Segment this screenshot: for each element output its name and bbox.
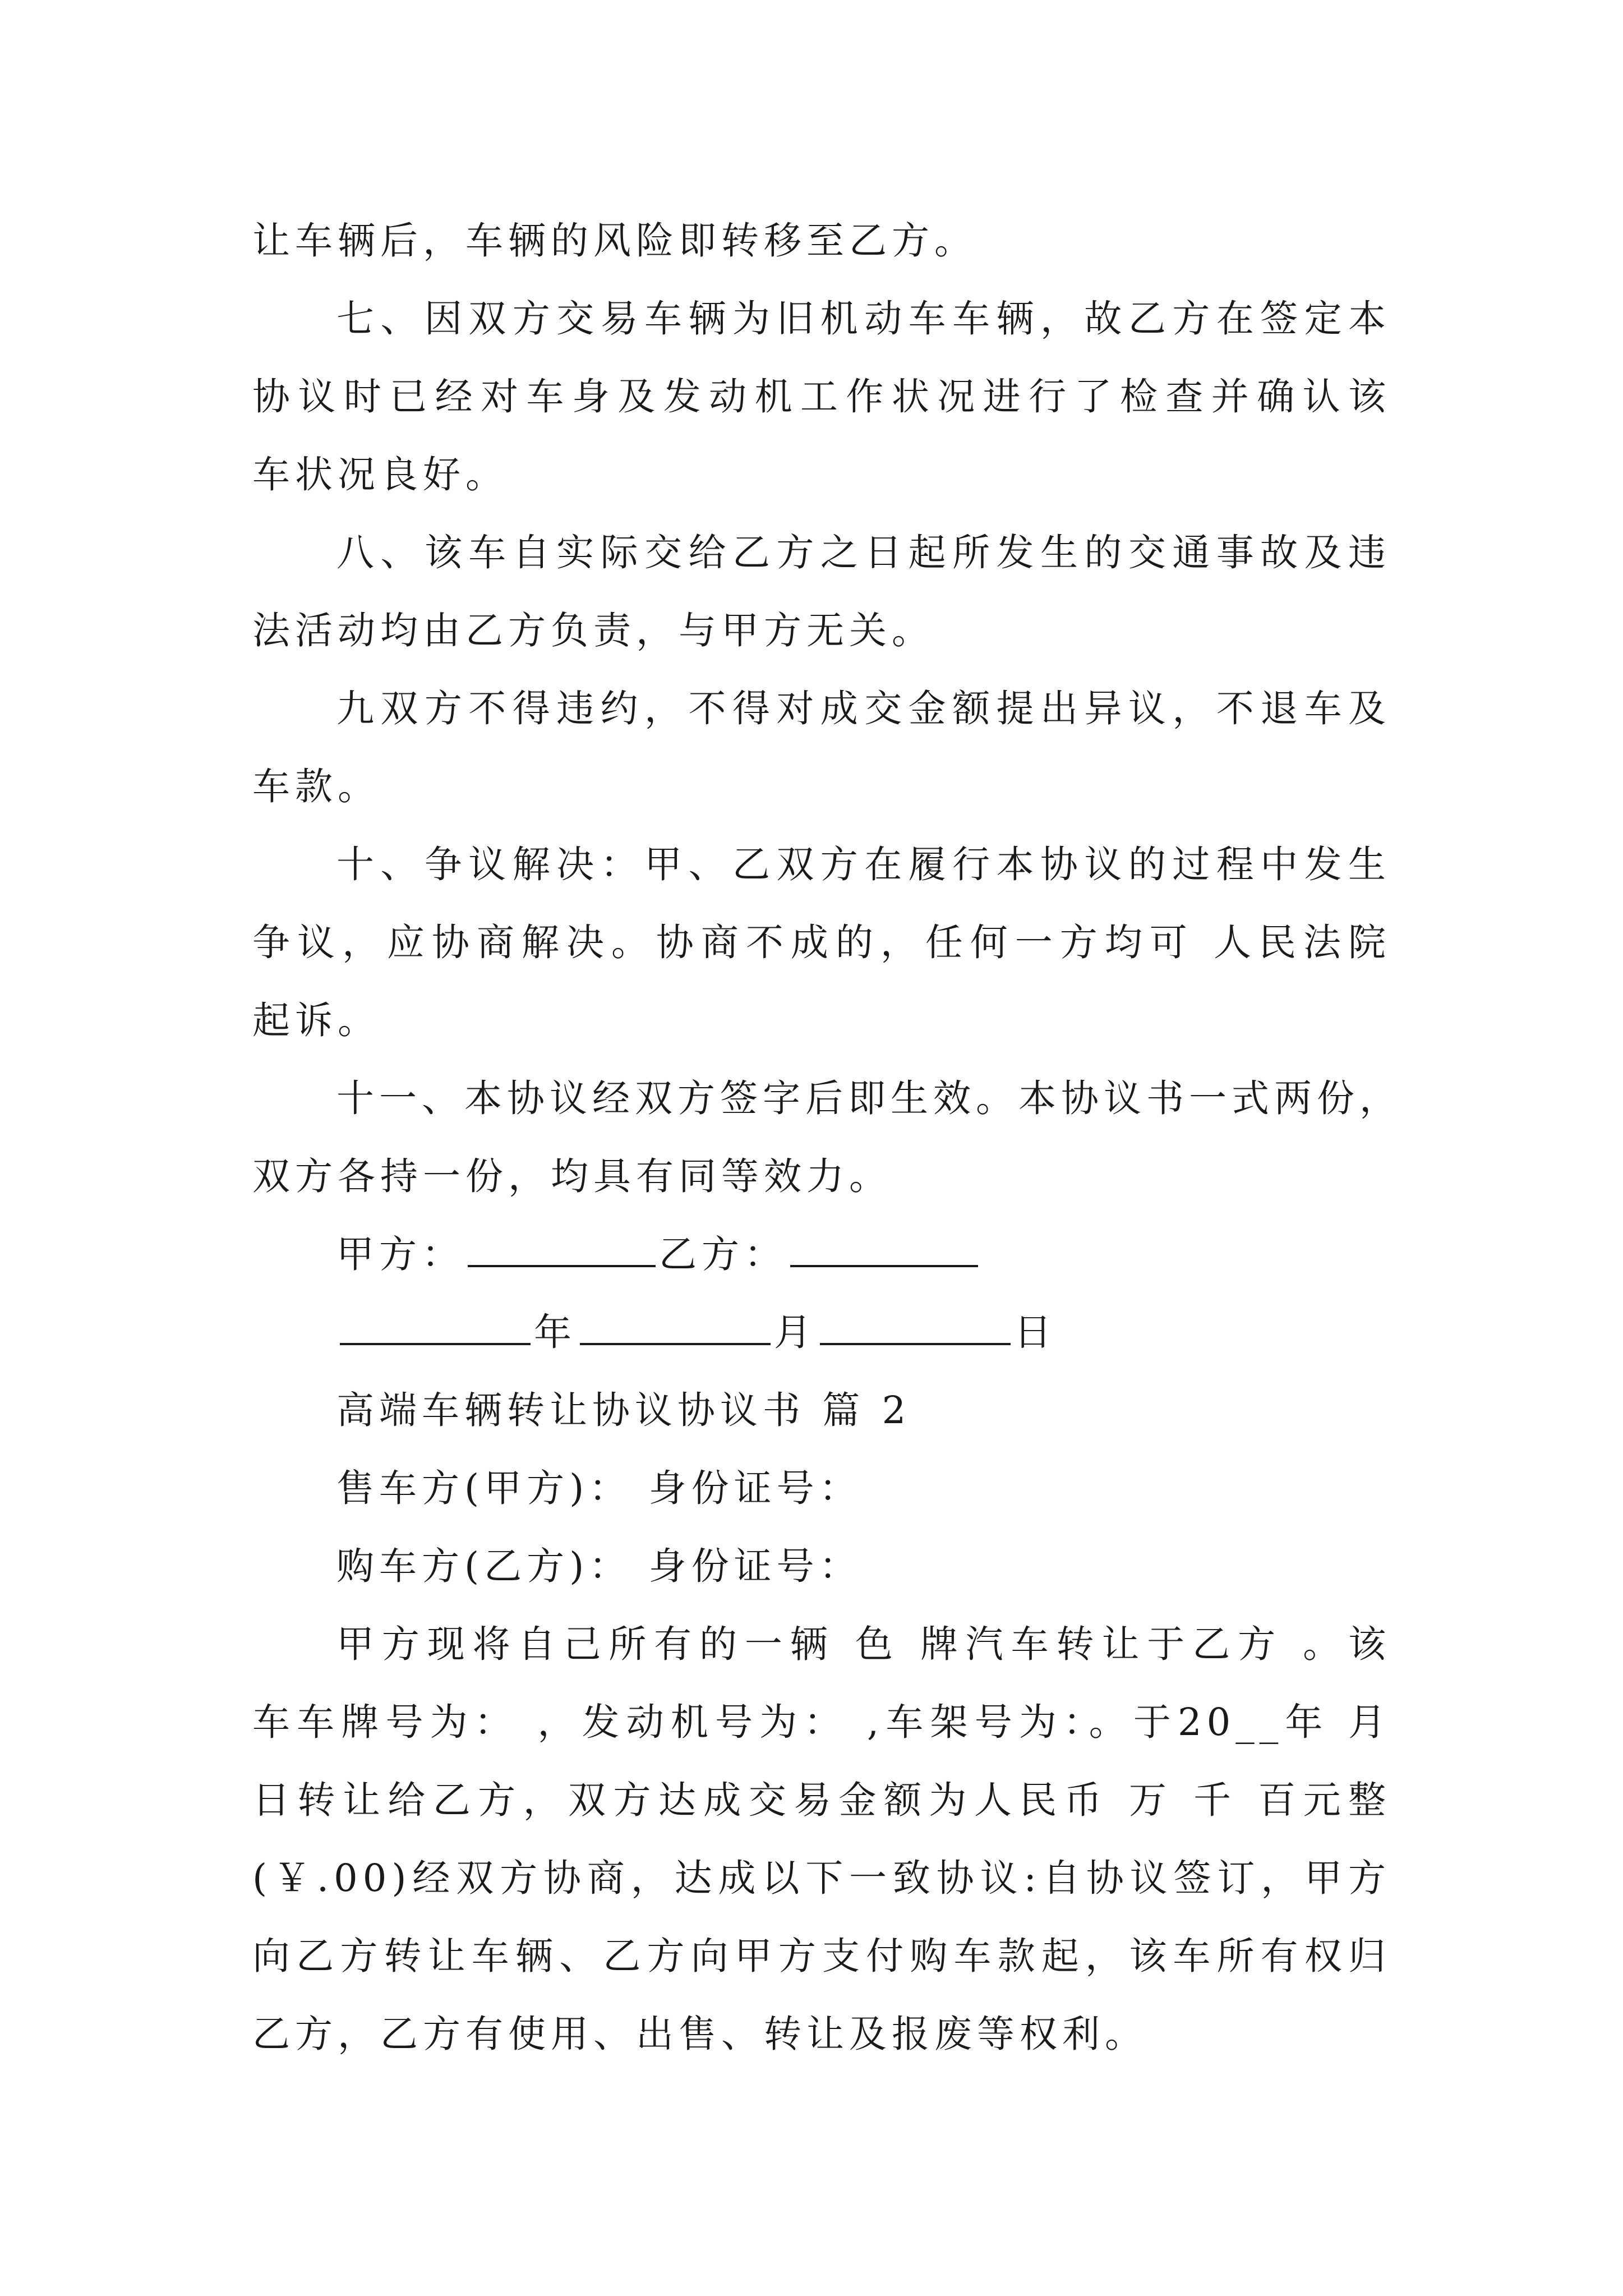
text-line: 十、争议解决：甲、乙双方在履行本协议的过程中发生 [336, 843, 1391, 886]
party-a-signature-blank [468, 1231, 656, 1267]
party-a-label: 甲方： [336, 1232, 464, 1276]
year-blank [340, 1309, 531, 1345]
signature-line [252, 1216, 1391, 1294]
text-line: 起诉。 [252, 999, 380, 1042]
document-body [252, 202, 1402, 2073]
text-line: 售车方(甲方)： 身份证号： [336, 1466, 862, 1510]
agreement-section-2 [252, 1372, 1391, 2073]
text-line: 法活动均由乙方负责，与甲方无关。 [252, 609, 934, 652]
text-line: 车车牌号为： ，发动机号为： ,车架号为：。于20__年 月 [252, 1700, 1391, 1744]
date-line [252, 1294, 1391, 1372]
text-line: 乙方，乙方有使用、出售、转让及报废等权利。 [252, 2012, 1147, 2056]
text-line: 协议时已经对车身及发动机工作状况进行了检查并确认该 [252, 375, 1391, 418]
text-line: 八、该车自实际交给乙方之日起所发生的交通事故及违 [336, 531, 1391, 574]
text-line: 争议，应协商解决。协商不成的，任何一方均可 人民法院 [252, 921, 1391, 964]
month-blank [580, 1309, 771, 1345]
text-line: 十一、本协议经双方签字后即生效。本协议书一式两份， [336, 1076, 1402, 1120]
text-line: 甲方现将自己所有的一辆 色 牌汽车转让于乙方 。该 [336, 1622, 1391, 1666]
day-blank [820, 1309, 1011, 1345]
agreement-clauses [252, 202, 1402, 1216]
party-b-signature-blank [790, 1231, 978, 1267]
text-line: 七、因双方交易车辆为旧机动车车辆，故乙方在签定本 [336, 297, 1391, 341]
text-line: 双方各持一份，均具有同等效力。 [252, 1154, 892, 1198]
text-line: 高端车辆转让协议协议书 篇 2 [336, 1388, 911, 1432]
text-line: 购车方(乙方)： 身份证号： [336, 1544, 862, 1588]
text-line: 车状况良好。 [252, 453, 508, 496]
text-line: 日转让给乙方，双方达成交易金额为人民币 万 千 百元整 [252, 1778, 1391, 1822]
month-label: 月 [774, 1310, 817, 1354]
party-b-label: 乙方： [659, 1232, 787, 1276]
text-line: 九双方不得违约，不得对成交金额提出异议，不退车及 [336, 687, 1391, 730]
text-line: 向乙方转让车辆、乙方向甲方支付购车款起，该车所有权归 [252, 1934, 1391, 1978]
text-line: 车款。 [252, 765, 380, 808]
text-line: (￥.00)经双方协商，达成以下一致协议:自协议签订，甲方 [252, 1856, 1391, 1900]
day-label: 日 [1014, 1310, 1057, 1354]
text-line: 让车辆后，车辆的风险即转移至乙方。 [252, 219, 977, 263]
year-label: 年 [534, 1310, 577, 1354]
